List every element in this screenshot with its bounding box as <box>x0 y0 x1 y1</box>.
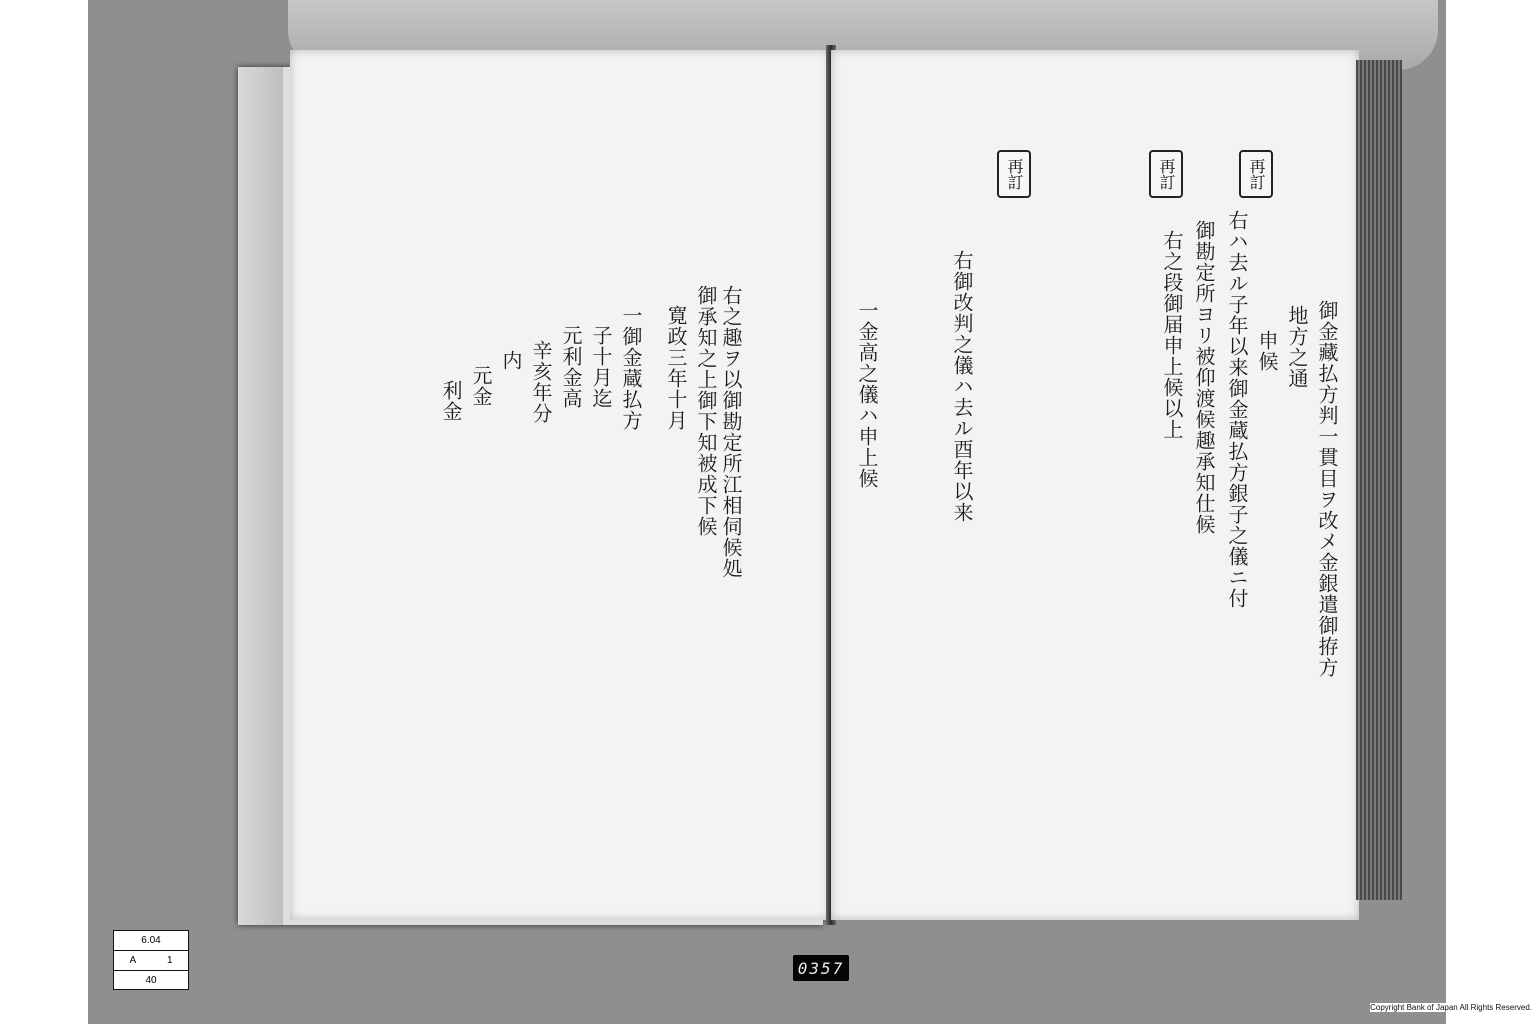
left-column-6: 元利金高 <box>559 325 583 409</box>
left-column-7: 辛亥年分 <box>529 340 553 424</box>
right-column-2: 地方之通 <box>1285 305 1309 389</box>
open-book <box>238 45 1418 925</box>
archive-label-text: 1 <box>166 955 173 966</box>
left-column-2: 御承知之上御下知被成下候 <box>694 285 718 537</box>
archive-label-text: 40 <box>145 975 157 986</box>
right-column-1: 御金藏払方判一貫目ヲ改メ金銀遣御拵方 <box>1315 300 1339 678</box>
archive-label-row <box>114 931 188 951</box>
left-column-8: 内 <box>499 350 523 371</box>
right-column-8: 一金高之儀ハ申上候 <box>855 300 879 489</box>
archive-label-text: A <box>129 955 137 966</box>
left-column-4: 一御金蔵払方 <box>619 305 643 431</box>
right-page <box>831 50 1359 920</box>
left-page <box>290 50 830 920</box>
revision-stamp: 再訂 <box>997 150 1031 198</box>
left-column-1: 右之趣ヲ以御勘定所江相伺候処 <box>719 285 743 579</box>
binding-strip <box>238 67 283 925</box>
revision-stamp: 再訂 <box>1239 150 1273 198</box>
archive-label-row <box>114 971 188 990</box>
scan-frame <box>88 0 1446 1024</box>
right-column-3: 申候 <box>1255 330 1279 372</box>
archive-label-text: 6.04 <box>141 935 161 946</box>
copyright-notice: Copyright Bank of Japan All Rights Reserved. <box>1370 1003 1532 1012</box>
left-column-5: 子十月迄 <box>589 325 613 409</box>
revision-stamp: 再訂 <box>1149 150 1183 198</box>
right-column-7: 右御改判之儀ハ去ル酉年以来 <box>950 250 974 523</box>
archive-label <box>113 930 189 990</box>
left-column-10: 利金 <box>439 380 463 422</box>
right-column-5: 御勘定所ヨリ被仰渡候趣承知仕候 <box>1192 220 1216 535</box>
right-column-6: 右之段御届申上候以上 <box>1160 230 1184 440</box>
page-fore-edge <box>1356 60 1402 900</box>
left-column-3: 寛政三年十月 <box>664 305 688 431</box>
right-column-4: 右ハ去ル子年以来御金蔵払方銀子之儀ニ付 <box>1225 210 1249 609</box>
left-column-9: 元金 <box>469 365 493 407</box>
archive-label-row <box>114 951 188 971</box>
frame-number: 0357 <box>793 955 849 981</box>
